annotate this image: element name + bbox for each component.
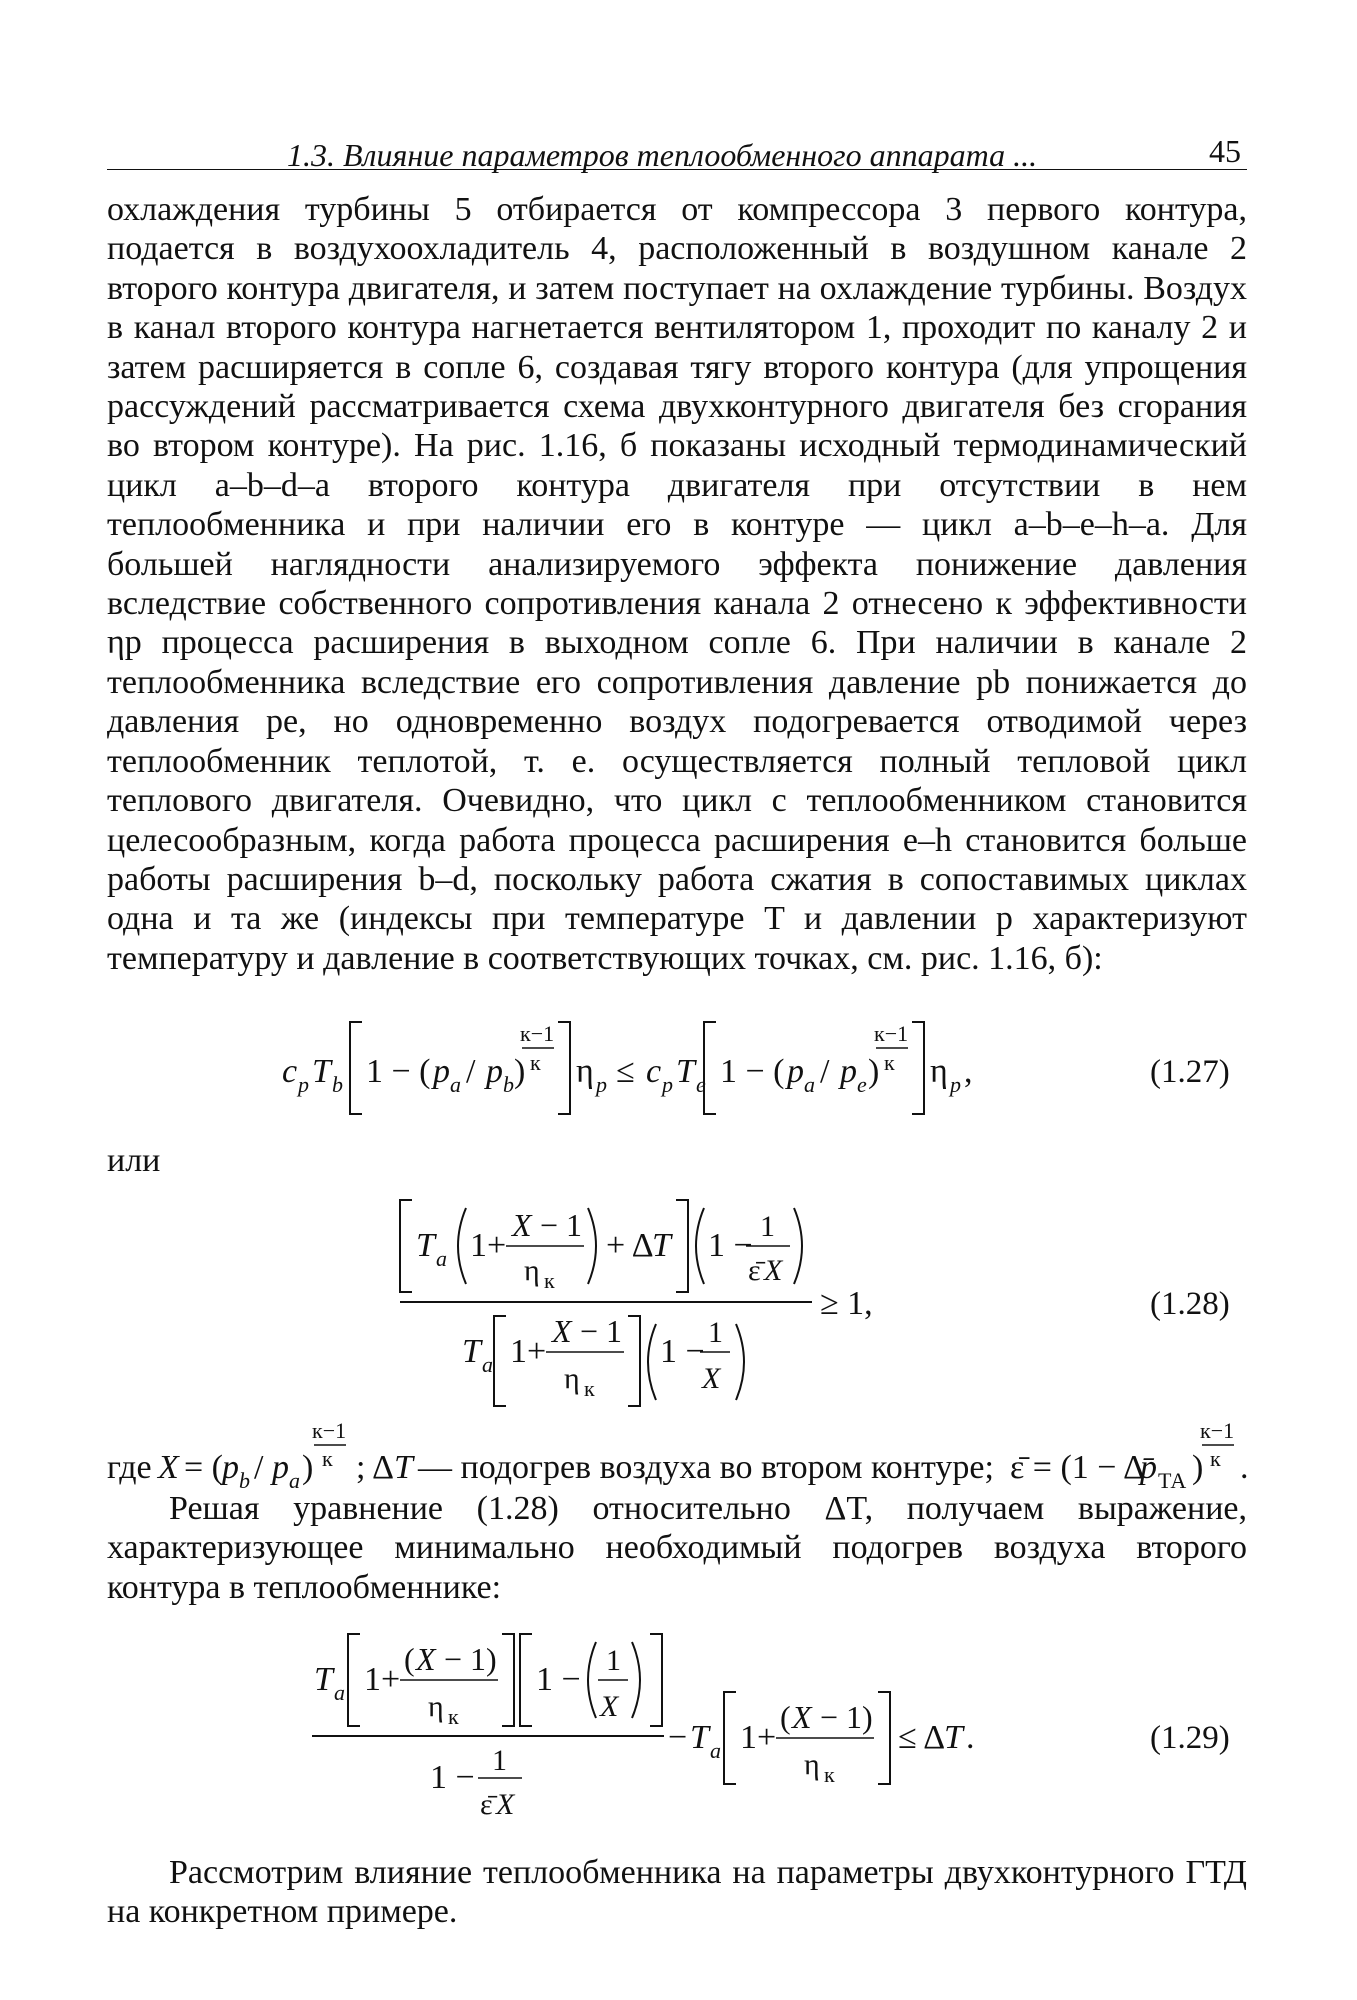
svg-text:1: 1	[492, 1744, 507, 1777]
svg-text:1 −: 1 −	[430, 1759, 475, 1796]
svg-text:; Δ: ; Δ	[356, 1449, 394, 1486]
svg-text:1 −: 1 −	[660, 1333, 705, 1370]
svg-text:c: c	[282, 1053, 298, 1090]
svg-text:ТА: ТА	[1158, 1468, 1187, 1490]
svg-text:a: a	[710, 1738, 721, 1763]
svg-text:≤ Δ: ≤ Δ	[898, 1719, 946, 1756]
svg-text:1 −: 1 −	[708, 1227, 753, 1264]
svg-text:.: .	[966, 1719, 975, 1756]
svg-text:p: p	[787, 1053, 804, 1090]
svg-text:T: T	[652, 1227, 671, 1264]
svg-text:= (: = (	[184, 1449, 223, 1486]
svg-text:1+: 1+	[740, 1719, 777, 1756]
svg-text:p: p	[950, 1072, 961, 1097]
svg-text:− 1: − 1	[540, 1207, 583, 1243]
svg-text:T: T	[462, 1333, 481, 1370]
svg-text:/: /	[466, 1053, 476, 1090]
svg-text:1+: 1+	[364, 1661, 401, 1698]
svg-text:X: X	[764, 1254, 783, 1287]
svg-text:p: p	[222, 1449, 239, 1486]
svg-text:к: к	[824, 1762, 835, 1787]
svg-text:): )	[302, 1449, 314, 1486]
svg-text:к: к	[322, 1446, 333, 1471]
svg-text:к−1: к−1	[312, 1420, 347, 1443]
svg-text:p: p	[840, 1053, 857, 1090]
svg-text:a: a	[482, 1352, 493, 1377]
svg-text:e: e	[696, 1072, 706, 1097]
svg-text:a: a	[289, 1468, 300, 1490]
svg-text:p: p	[596, 1072, 607, 1097]
svg-text:a: a	[436, 1246, 447, 1271]
svg-text:): )	[1192, 1449, 1204, 1486]
equation-1-28	[0, 1192, 1357, 1422]
paragraph-1	[107, 190, 1247, 978]
svg-text:(: (	[404, 1641, 415, 1677]
paragraph-3-text: Рассмотрим влияние теплообменника на параметры двухконтурного ГТД на конкретном примере.	[107, 1854, 1247, 1931]
paragraph-2	[107, 1489, 1247, 1607]
paragraph-2-text: Решая уравнение (1.28) относительно ΔT, получаем выражение, характеризующее минимально необходимый подогрев воздуха второго контура в теплообменнике:	[107, 1490, 1247, 1606]
svg-text:где: где	[107, 1449, 152, 1486]
svg-text:− 1): − 1)	[820, 1699, 873, 1735]
svg-text:1: 1	[606, 1644, 621, 1677]
svg-text:,: ,	[964, 1053, 973, 1090]
equation-number: (1.29)	[1150, 1720, 1230, 1756]
svg-text:η: η	[930, 1053, 948, 1090]
svg-text:−: −	[668, 1719, 688, 1756]
svg-text:b: b	[332, 1072, 343, 1097]
svg-text:): )	[868, 1053, 880, 1090]
svg-text:η: η	[428, 1690, 444, 1723]
svg-text:p: p	[486, 1053, 503, 1090]
equation-number: (1.28)	[1150, 1286, 1230, 1322]
svg-text:e: e	[857, 1072, 867, 1097]
svg-text:к: к	[544, 1268, 555, 1293]
equation-1-27	[0, 1010, 1357, 1120]
page-header	[107, 133, 1247, 173]
svg-text:T: T	[394, 1449, 413, 1486]
svg-text:к: к	[884, 1050, 895, 1075]
svg-text:c: c	[646, 1053, 662, 1090]
svg-text:1+: 1+	[510, 1333, 547, 1370]
svg-text:): )	[514, 1053, 526, 1090]
svg-text:p̄: p̄	[1140, 1449, 1157, 1486]
svg-text:1: 1	[760, 1210, 775, 1243]
svg-text:≤: ≤	[616, 1053, 635, 1090]
svg-text:1 − (: 1 − (	[720, 1053, 785, 1090]
svg-text:+ Δ: + Δ	[606, 1227, 654, 1264]
svg-text:p: p	[662, 1072, 673, 1097]
svg-text:1: 1	[708, 1316, 723, 1349]
svg-text:1 −: 1 −	[536, 1661, 581, 1698]
svg-text:T: T	[690, 1719, 709, 1756]
where-line-graphic	[0, 1420, 1357, 1490]
svg-text:X: X	[552, 1313, 572, 1349]
svg-text:T: T	[312, 1053, 331, 1090]
svg-text:η: η	[804, 1748, 820, 1781]
svg-text:к: к	[1210, 1446, 1221, 1471]
svg-text:a: a	[334, 1680, 345, 1705]
svg-text:к−1: к−1	[1200, 1420, 1235, 1443]
svg-text:≥ 1,: ≥ 1,	[820, 1285, 873, 1322]
page-number: 45	[1209, 133, 1241, 169]
paragraph-3	[107, 1853, 1247, 1932]
svg-text:к: к	[448, 1704, 459, 1729]
svg-text:.: .	[1240, 1449, 1249, 1486]
running-title: 1.3. Влияние параметров теплообменного аппарата ...	[287, 137, 1038, 173]
svg-text:p: p	[433, 1053, 450, 1090]
svg-text:p: p	[272, 1449, 289, 1486]
where-line	[0, 1420, 1357, 1490]
svg-text:a: a	[804, 1072, 815, 1097]
svg-text:— подогрев воздуха во втором к: — подогрев воздуха во втором контуре;	[418, 1449, 994, 1486]
svg-text:ε̄: ε̄	[480, 1788, 493, 1821]
svg-text:X: X	[512, 1207, 532, 1243]
svg-text:T: T	[944, 1719, 963, 1756]
svg-text:− 1): − 1)	[444, 1641, 497, 1677]
svg-text:η: η	[564, 1362, 580, 1395]
equation-1-29	[0, 1620, 1357, 1830]
svg-text:X: X	[416, 1641, 436, 1677]
svg-text:к: к	[530, 1050, 541, 1075]
svg-text:/: /	[254, 1449, 264, 1486]
svg-text:1+: 1+	[470, 1227, 507, 1264]
svg-text:X: X	[702, 1362, 721, 1395]
svg-text:/: /	[820, 1053, 830, 1090]
conjunction-or: или	[107, 1142, 161, 1179]
svg-text:ε̄: ε̄	[748, 1254, 761, 1287]
svg-text:к: к	[584, 1376, 595, 1401]
svg-text:a: a	[450, 1072, 461, 1097]
svg-text:X: X	[600, 1690, 619, 1723]
svg-text:b: b	[503, 1072, 514, 1097]
svg-text:− 1: − 1	[580, 1313, 623, 1349]
svg-text:T: T	[416, 1227, 435, 1264]
svg-text:η: η	[576, 1053, 594, 1090]
svg-text:X: X	[158, 1449, 179, 1486]
svg-text:p: p	[298, 1072, 309, 1097]
svg-text:(: (	[780, 1699, 791, 1735]
svg-text:к−1: к−1	[874, 1021, 909, 1046]
svg-text:b: b	[239, 1468, 250, 1490]
svg-text:T: T	[314, 1661, 333, 1698]
svg-text:X: X	[792, 1699, 812, 1735]
equation-number: (1.27)	[1150, 1054, 1230, 1090]
svg-text:η: η	[524, 1254, 540, 1287]
svg-text:ε̄ = (1 − Δ: ε̄ = (1 − Δ	[1010, 1449, 1145, 1486]
paragraph-1-text: охлаждения турбины 5 отбирается от компрессора 3 первого контура, подается в воздухоохладитель 4, расположенный в воздушном канале 2 второго контура двигателя, и затем поступает на охлаждение турбины. Воздух в канал второго контура нагнетается вентилятором 1, проходит по каналу 2 и затем расширяется в сопле 6, создавая тягу второго контура (для упрощения рассуждений рассматривается схема двухконтурного двигателя без сгорания во втором контуре). На рис. 1.16, б показаны исходный термодинамический цикл a–b–d–a второго контура двигателя при отсутствии в нем теплообменника и при наличии его в контуре — цикл a–b–e–h–a. Для большей наглядности анализируемого эффекта понижение давления вследствие собственного сопротивления канала 2 отнесено к эффективности ηр процесса расширения в выходном сопле 6. При наличии в канале 2 теплообменника вследствие его сопротивления давление pb понижается до давления pe, но одновременно воздух подогревается отводимой через теплообменник теплотой, т. е. осуществляется полный тепловой цикл теплового двигателя. Очевидно, что цикл с теплообменником становится целесообразным, когда работа процесса расширения e–h становится больше работы расширения b–d, поскольку работа сжатия в сопоставимых циклах одна и та же (индексы при температуре T и давлении p характеризуют температуру и давление в соответствующих точках, см. рис. 1.16, б):	[107, 191, 1247, 977]
svg-text:X: X	[496, 1788, 515, 1821]
svg-text:к−1: к−1	[520, 1021, 555, 1046]
svg-text:1 − (: 1 − (	[366, 1053, 431, 1090]
svg-text:T: T	[676, 1053, 695, 1090]
